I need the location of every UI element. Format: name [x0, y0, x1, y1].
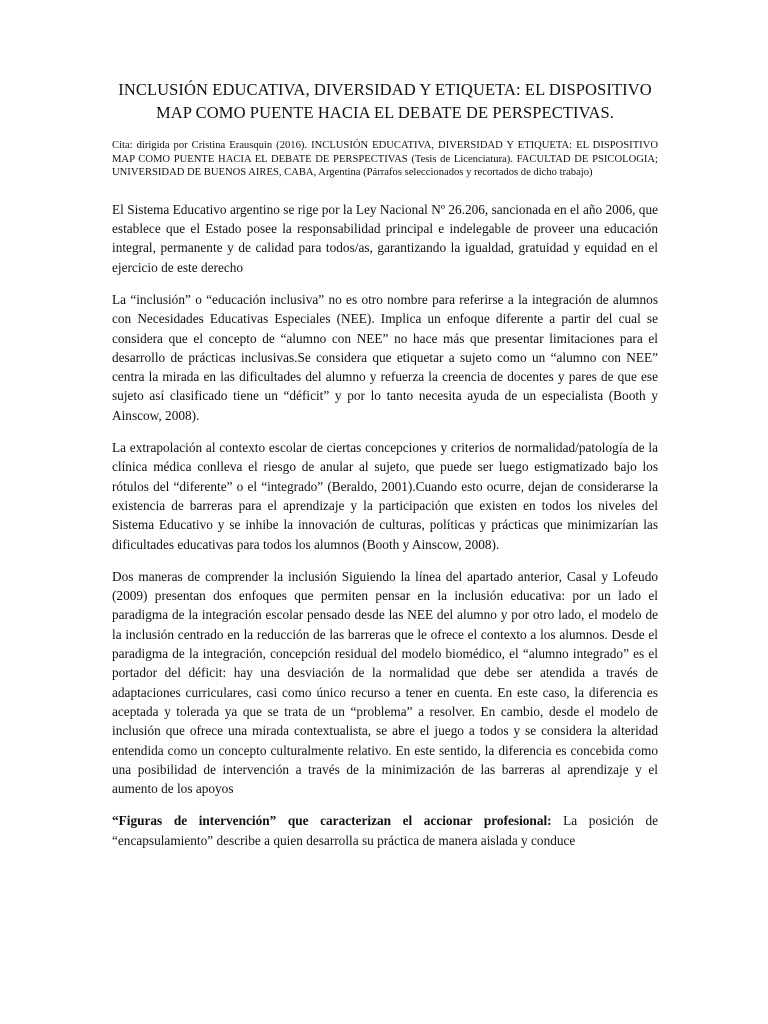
paragraph-dos-maneras: Dos maneras de comprender la inclusión Siguiendo la línea del apartado anterior, Casal y Lofeudo (2009) presentan dos enfoques que permiten pensar en la inclusión educativa: por un lado el paradigma de la integración escolar pensado desde las NEE del alumno y por otro lado, el modelo de la inclusión centrado en la reducción de las barreras que le ofrece el contexto a los alumnos. Desde el paradigma de la integración, concepción residual del modelo biomédico, el “alumno integrado” es el portador del déficit: hay una desviación de la normalidad que debe ser atendida a través de adaptaciones curriculares, casi como único recurso a tener en cuenta. En este caso, la diferencia es aceptada y tolerada ya que se trata de un “problema” a resolver. En cambio, desde el modelo de inclusión que ofrece una mirada contextualista, se abre el juego a todos y se considera la alteridad entendida como un concepto culturalmente relativo. En este sentido, la diferencia es concebida como una posibilidad de intervención a través de la minimización de las barreras al aprendizaje y el aumento de los apoyos	[112, 568, 658, 797]
paragraph-figuras-intervencion	[112, 811, 658, 850]
paragraph-extrapolacion: La extrapolación al contexto escolar de ciertas concepciones y criterios de normalidad/patología de la clínica médica conlleva el riesgo de anular al sujeto, que puede ser luego estigmatizado bajo los rótulos del “diferente” o el “integrado” (Beraldo, 2001).Cuando esto ocurre, dejan de considerarse la existencia de barreras para el aprendizaje y la participación que existen en todos los niveles del Sistema Educativo y se inhibe la innovación de culturas, políticas y prácticas que minimizarían las dificultades educativas para todos los alumnos (Booth y Ainscow, 2008).	[112, 440, 658, 552]
paragraph-ley-nacional: El Sistema Educativo argentino se rige por la Ley Nacional Nº 26.206, sancionada en el año 2006, que establece que el Estado posee la responsabilidad principal e indelegable de proveer una educación integral, permanente y de calidad para todos/as, garantizando la igualdad, gratuidad y equidad en el ejercicio de este derecho	[112, 201, 658, 275]
paragraph-text: La posición de “encapsulamiento” describe a quien desarrolla su práctica de manera aislada y conduce	[112, 813, 658, 848]
citation: Cita: dirigida por Cristina Erausquin (2016). INCLUSIÓN EDUCATIVA, DIVERSIDAD Y ETIQUETA: EL DISPOSITIVO MAP COMO PUENTE HACIA EL DEBATE DE PERSPECTIVAS (Tesis de Licenciatura). FACULTAD DE PSICOLOGIA; UNIVERSIDAD DE BUENOS AIRES, CABA, Argentina (Párrafos seleccionados y recortados de dicho trabajo)	[112, 140, 658, 179]
document-page	[112, 78, 658, 863]
paragraph-bold-lead: “Figuras de intervención” que caracterizan el accionar profesional:	[112, 813, 552, 829]
document-title: INCLUSIÓN EDUCATIVA, DIVERSIDAD Y ETIQUETA: EL DISPOSITIVO MAP COMO PUENTE HACIA EL DEBATE DE PERSPECTIVAS.	[118, 80, 652, 122]
paragraph-inclusion-nee: La “inclusión” o “educación inclusiva” no es otro nombre para referirse a la integración de alumnos con Necesidades Educativas Especiales (NEE). Implica un enfoque diferente a partir del cual se considera que el concepto de “alumno con NEE” no hace más que presentar limitaciones para el desarrollo de prácticas inclusivas.Se considera que etiquetar a sujeto como un “alumno con NEE” centra la mirada en las dificultades del alumno y refuerza la creencia de docentes y pares de que ese sujeto así clasificado tiene un “déficit” y por lo tanto necesita ayuda de un especialista (Booth y Ainscow, 2008).	[112, 291, 658, 423]
